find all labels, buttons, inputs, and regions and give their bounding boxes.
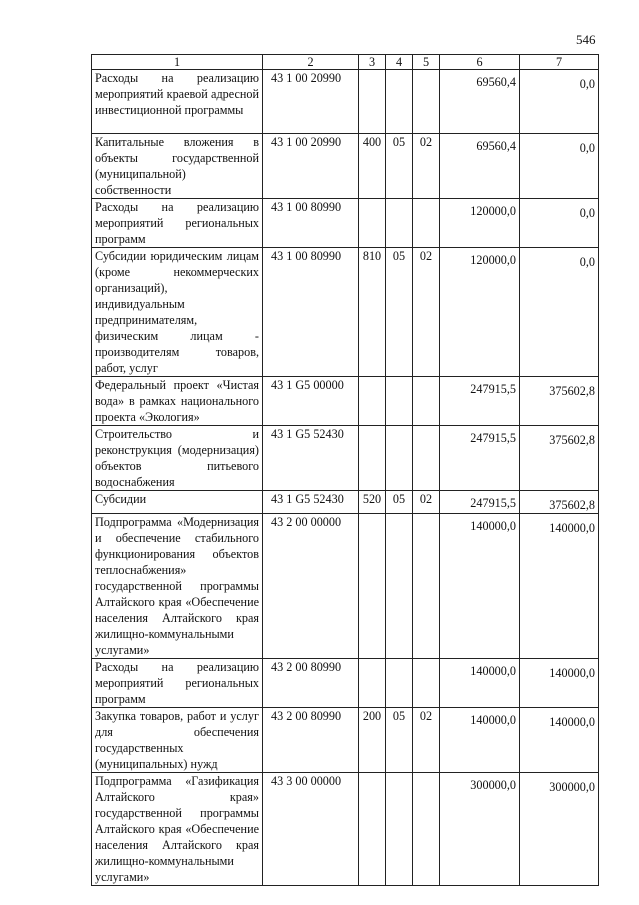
table-row — [92, 708, 599, 773]
row-code-cell: 43 1 G5 52430 — [263, 491, 359, 514]
header-cell: 5 — [413, 55, 440, 70]
row-value6-cell: 140000,0 — [440, 659, 520, 708]
row-name-cell: Расходы на реализацию мероприятий региональных программ — [92, 199, 263, 248]
row-code-cell: 43 1 00 20990 — [263, 134, 359, 199]
header-cell: 2 — [263, 55, 359, 70]
row-name-cell: Подпрограмма «Модернизация и обеспечение стабильного функционирования объектов теплоснабжения» государственной программы Алтайского края «Обеспечение населения Алтайского края жилищно-коммунальными услугами» — [92, 514, 263, 659]
row-code-cell: 43 1 G5 52430 — [263, 426, 359, 491]
row-col4-cell — [386, 773, 413, 886]
row-value7-cell: 140000,0 — [520, 514, 599, 659]
row-name-cell: Расходы на реализацию мероприятий региональных программ — [92, 659, 263, 708]
row-col5-cell — [413, 199, 440, 248]
row-value7-cell: 375602,8 — [520, 377, 599, 426]
row-col3-cell: 520 — [359, 491, 386, 514]
row-col3-cell — [359, 773, 386, 886]
header-cell: 4 — [386, 55, 413, 70]
row-value7-cell: 0,0 — [520, 248, 599, 377]
row-col4-cell — [386, 426, 413, 491]
row-col5-cell: 02 — [413, 491, 440, 514]
row-name-cell: Расходы на реализацию мероприятий краевой адресной инвестиционной программы — [92, 70, 263, 134]
table-row — [92, 491, 599, 514]
row-value6-cell: 247915,5 — [440, 377, 520, 426]
row-value6-cell: 69560,4 — [440, 70, 520, 134]
row-value7-cell: 0,0 — [520, 199, 599, 248]
row-code-cell: 43 1 00 20990 — [263, 70, 359, 134]
row-code-cell: 43 1 00 80990 — [263, 248, 359, 377]
row-col4-cell — [386, 659, 413, 708]
row-col4-cell — [386, 70, 413, 134]
row-value7-cell: 0,0 — [520, 70, 599, 134]
row-value7-cell: 375602,8 — [520, 426, 599, 491]
table-row — [92, 70, 599, 134]
row-col3-cell: 400 — [359, 134, 386, 199]
header-row — [92, 55, 599, 70]
row-value6-cell: 247915,5 — [440, 491, 520, 514]
table-row — [92, 377, 599, 426]
row-col4-cell: 05 — [386, 134, 413, 199]
table-row — [92, 426, 599, 491]
row-name-cell: Закупка товаров, работ и услуг для обеспечения государственных (муниципальных) нужд — [92, 708, 263, 773]
row-col5-cell — [413, 377, 440, 426]
row-name-cell: Субсидии — [92, 491, 263, 514]
row-col4-cell — [386, 199, 413, 248]
row-col3-cell — [359, 514, 386, 659]
row-col3-cell — [359, 377, 386, 426]
row-value7-cell: 300000,0 — [520, 773, 599, 886]
row-col3-cell — [359, 659, 386, 708]
row-code-cell: 43 1 G5 00000 — [263, 377, 359, 426]
row-name-cell: Капитальные вложения в объекты государственной (муниципальной) собственности — [92, 134, 263, 199]
page-number: 546 — [576, 32, 596, 47]
row-code-cell: 43 2 00 00000 — [263, 514, 359, 659]
row-col3-cell — [359, 426, 386, 491]
row-value6-cell: 300000,0 — [440, 773, 520, 886]
row-value6-cell: 120000,0 — [440, 199, 520, 248]
table-row — [92, 773, 599, 886]
row-col5-cell — [413, 659, 440, 708]
row-name-cell: Подпрограмма «Газификация Алтайского края» государственной программы Алтайского края «Обеспечение населения Алтайского края жилищно-коммунальными услугами» — [92, 773, 263, 886]
row-code-cell: 43 2 00 80990 — [263, 708, 359, 773]
table-row — [92, 199, 599, 248]
row-value7-cell: 0,0 — [520, 134, 599, 199]
row-name-cell: Строительство и реконструкция (модернизация) объектов питьевого водоснабжения — [92, 426, 263, 491]
row-col4-cell: 05 — [386, 708, 413, 773]
row-col4-cell: 05 — [386, 491, 413, 514]
row-col3-cell — [359, 70, 386, 134]
row-value7-cell: 375602,8 — [520, 491, 599, 514]
row-col4-cell — [386, 377, 413, 426]
table-row — [92, 514, 599, 659]
row-code-cell: 43 2 00 80990 — [263, 659, 359, 708]
row-col5-cell: 02 — [413, 134, 440, 199]
row-name-cell: Федеральный проект «Чистая вода» в рамках национального проекта «Экология» — [92, 377, 263, 426]
row-col5-cell: 02 — [413, 248, 440, 377]
row-col5-cell: 02 — [413, 708, 440, 773]
row-col5-cell — [413, 773, 440, 886]
header-cell: 7 — [520, 55, 599, 70]
row-col5-cell — [413, 70, 440, 134]
budget-table — [91, 54, 599, 886]
row-col5-cell — [413, 426, 440, 491]
row-value6-cell: 120000,0 — [440, 248, 520, 377]
row-value6-cell: 140000,0 — [440, 514, 520, 659]
header-cell: 6 — [440, 55, 520, 70]
row-name-cell: Субсидии юридическим лицам (кроме некоммерческих организаций), индивидуальным предпринимателям, физическим лицам - производителям товаров, работ, услуг — [92, 248, 263, 377]
row-value6-cell: 140000,0 — [440, 708, 520, 773]
row-code-cell: 43 3 00 00000 — [263, 773, 359, 886]
row-col3-cell: 810 — [359, 248, 386, 377]
row-value7-cell: 140000,0 — [520, 659, 599, 708]
row-code-cell: 43 1 00 80990 — [263, 199, 359, 248]
row-col4-cell: 05 — [386, 248, 413, 377]
row-col3-cell — [359, 199, 386, 248]
row-col5-cell — [413, 514, 440, 659]
row-value7-cell: 140000,0 — [520, 708, 599, 773]
table-row — [92, 248, 599, 377]
table-row — [92, 659, 599, 708]
table-row — [92, 134, 599, 199]
row-col4-cell — [386, 514, 413, 659]
row-value6-cell: 69560,4 — [440, 134, 520, 199]
row-value6-cell: 247915,5 — [440, 426, 520, 491]
header-cell: 3 — [359, 55, 386, 70]
row-col3-cell: 200 — [359, 708, 386, 773]
header-cell: 1 — [92, 55, 263, 70]
